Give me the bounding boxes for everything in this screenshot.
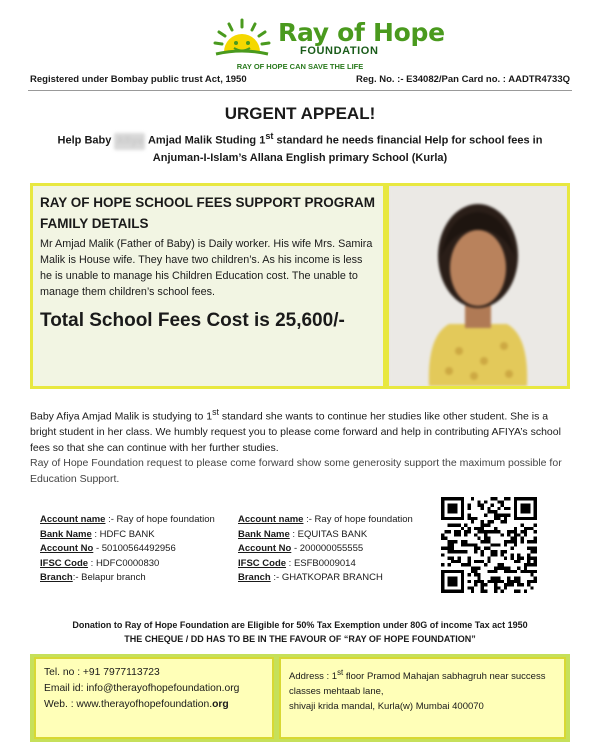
telephone[interactable]: Tel. no : +91 7977113723 <box>44 667 160 678</box>
bank-row <box>40 513 230 528</box>
help-text-part: Help Baby <box>57 134 112 147</box>
email-link[interactable]: Email id: info@therayofhopefoundation.org <box>44 683 240 694</box>
bank-details-equitas <box>238 513 438 586</box>
bank-value: - 200000055555 <box>291 543 364 554</box>
bank-key: Bank Name <box>40 528 92 540</box>
family-heading: FAMILY DETAILS <box>40 216 149 231</box>
bank-row <box>238 528 438 543</box>
divider <box>28 90 572 91</box>
story-request: Ray of Hope Foundation request to please come forward show some generosity support the maximum possible for Education Support. <box>30 457 562 485</box>
story-text-part: standard she wants to continue her studies like other student. She is a bright student in her class. We humbly request you to please come forward and help in contributing AFIYA’s school fees so that she can continue with her further studies. <box>30 410 561 454</box>
bank-value: : HDFC0000830 <box>88 557 160 569</box>
story-text-part: Baby Afiya Amjad Malik is studying to 1 <box>30 410 213 423</box>
superscript: st <box>212 407 219 417</box>
registration-row <box>30 74 570 85</box>
bank-key: Bank Name <box>238 528 290 540</box>
bank-value: :- Belapur branch <box>72 572 146 583</box>
qr-code-icon[interactable] <box>441 497 537 593</box>
bank-value: - 50100564492956 <box>93 543 176 554</box>
org-tagline: RAY OF HOPE CAN SAVE THE LIFE <box>236 62 364 71</box>
registration-number: Reg. No. :- E34082/Pan Card no. : AADTR4733Q <box>356 74 570 85</box>
school-name: Anjuman-I-Islam’s Allana English primary School (Kurla) <box>152 151 448 164</box>
total-fees: Total School Fees Cost is 25,600/- <box>40 310 345 331</box>
registration-text: Registered under Bombay public trust Act, 1950 <box>30 74 247 85</box>
bank-key: Account No <box>40 543 94 554</box>
child-photo <box>386 183 570 389</box>
website-text: Web. : www.therayofhopefoundation. <box>44 699 213 710</box>
bank-row <box>40 571 230 586</box>
blurred-name: Afiya <box>114 133 145 150</box>
bank-row <box>238 513 438 528</box>
address-text: Address : 1 <box>289 671 338 683</box>
cheque-favour-line: THE CHEQUE / DD HAS TO BE IN THE FAVOUR OF “RAY OF HOPE FOUNDATION” <box>124 634 476 644</box>
address-text: floor Pramod Mahajan sabhagruh near success classes mehtaab lane, <box>289 671 546 698</box>
superscript: st <box>337 668 344 677</box>
bank-row <box>40 557 230 572</box>
header <box>0 14 600 70</box>
address-line <box>289 665 564 699</box>
bank-value: :- Ray of hope foundation <box>105 514 215 525</box>
help-text-part: standard he needs financial Help for school fees in <box>276 134 543 147</box>
bank-key: Account No <box>238 543 292 554</box>
bank-key: Branch <box>238 572 271 583</box>
help-text <box>40 128 560 167</box>
family-details: Mr Amjad Malik (Father of Baby) is Daily worker. His wife Mrs. Samira Malik is House wife. They have two children’s. As his income is less he is unable to manage his Children Education cost. The unable to manage them children’s school fees. <box>40 238 373 298</box>
org-subname: FOUNDATION <box>300 45 379 57</box>
contact-footer <box>30 654 570 742</box>
child-photo-image <box>389 186 567 386</box>
appeal-title: URGENT APPEAL! <box>224 104 376 123</box>
address-line: shivaji krida mandal, Kurla(w) Mumbai 400070 <box>289 701 484 713</box>
bank-value: : HDFC BANK <box>91 528 155 540</box>
org-name: Ray of Hope <box>278 18 445 47</box>
bank-value: : ESFB0009014 <box>286 557 356 569</box>
tax-exemption-line: Donation to Ray of Hope Foundation are Eligible for 50% Tax Exemption under 80G of income Tax act 1950 <box>72 620 528 630</box>
bank-row <box>238 571 438 586</box>
program-title: RAY OF HOPE SCHOOL FEES SUPPORT PROGRAM <box>40 195 376 210</box>
contact-info <box>34 657 274 739</box>
superscript: st <box>265 131 274 141</box>
story-text <box>30 405 570 487</box>
bank-details-hdfc <box>40 513 230 586</box>
tax-note <box>0 618 600 646</box>
story-paragraph <box>30 405 570 456</box>
website-tld: org <box>212 699 229 710</box>
sun-logo-icon <box>212 18 272 58</box>
bank-row <box>40 542 230 557</box>
bank-row <box>40 528 230 543</box>
bank-value: :- Ray of hope foundation <box>303 514 413 525</box>
bank-key: Branch <box>40 572 73 583</box>
website-link[interactable] <box>44 697 272 713</box>
bank-value: :- GHATKOPAR BRANCH <box>270 572 383 583</box>
bank-row <box>238 542 438 557</box>
bank-key: Account name <box>40 514 106 525</box>
program-box <box>30 183 386 389</box>
help-text-part: Amjad Malik Studing 1 <box>147 134 266 147</box>
bank-key: Account name <box>238 514 304 525</box>
bank-key: IFSC Code <box>238 557 287 569</box>
bank-key: IFSC Code <box>40 557 89 569</box>
bank-row <box>238 557 438 572</box>
address-box <box>279 657 566 739</box>
bank-value: : EQUITAS BANK <box>289 528 368 540</box>
